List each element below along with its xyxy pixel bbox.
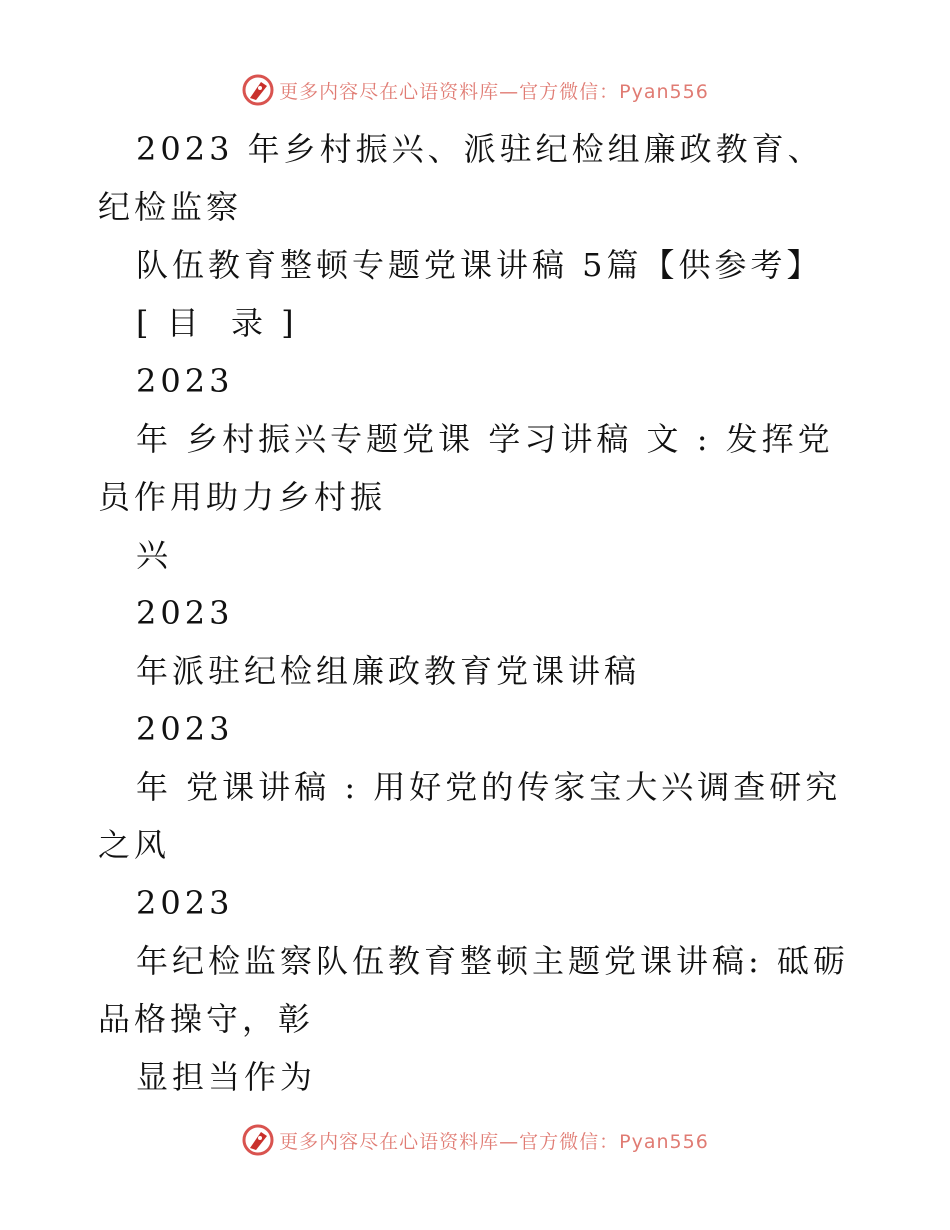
watermark-text: 更多内容尽在心语资料库—官方微信：Pyan556 [279,1130,709,1153]
toc-entry-year: 2023 [136,884,234,922]
toc-entry-continuation: 显担当作为 [136,1058,317,1096]
toc-heading: [ 目 录 ] [136,304,298,342]
toc-entry: 年 党课讲稿 : 用好党的传家宝大兴调查研究之风 [98,768,842,864]
pen-nib-logo-icon [241,1123,275,1157]
watermark-text: 更多内容尽在心语资料库—官方微信：Pyan556 [279,80,709,103]
toc-entry: 年纪检监察队伍教育整顿主题党课讲稿: 砥砺品格操守，彰 [98,942,849,1038]
toc-entry-continuation: 兴 [136,536,173,574]
header-watermark [0,72,950,108]
footer-watermark [0,1122,950,1158]
toc-entry: 年 乡村振兴专题党课 学习讲稿 文 : 发挥党员作用助力乡村振 [98,420,834,516]
pen-nib-logo-icon [241,73,275,107]
toc-entry-year: 2023 [136,362,234,400]
toc-entry-year: 2023 [136,594,234,632]
toc-entry-year: 2023 [136,710,234,748]
doc-title-line-2: 队伍教育整顿专题党课讲稿 5篇【供参考】 [136,246,823,284]
toc-entry: 年派驻纪检组廉政教育党课讲稿 [136,652,641,690]
document-body [98,120,858,1106]
doc-title-line-1: 2023 年乡村振兴、派驻纪检组廉政教育、纪检监察 [98,130,824,226]
